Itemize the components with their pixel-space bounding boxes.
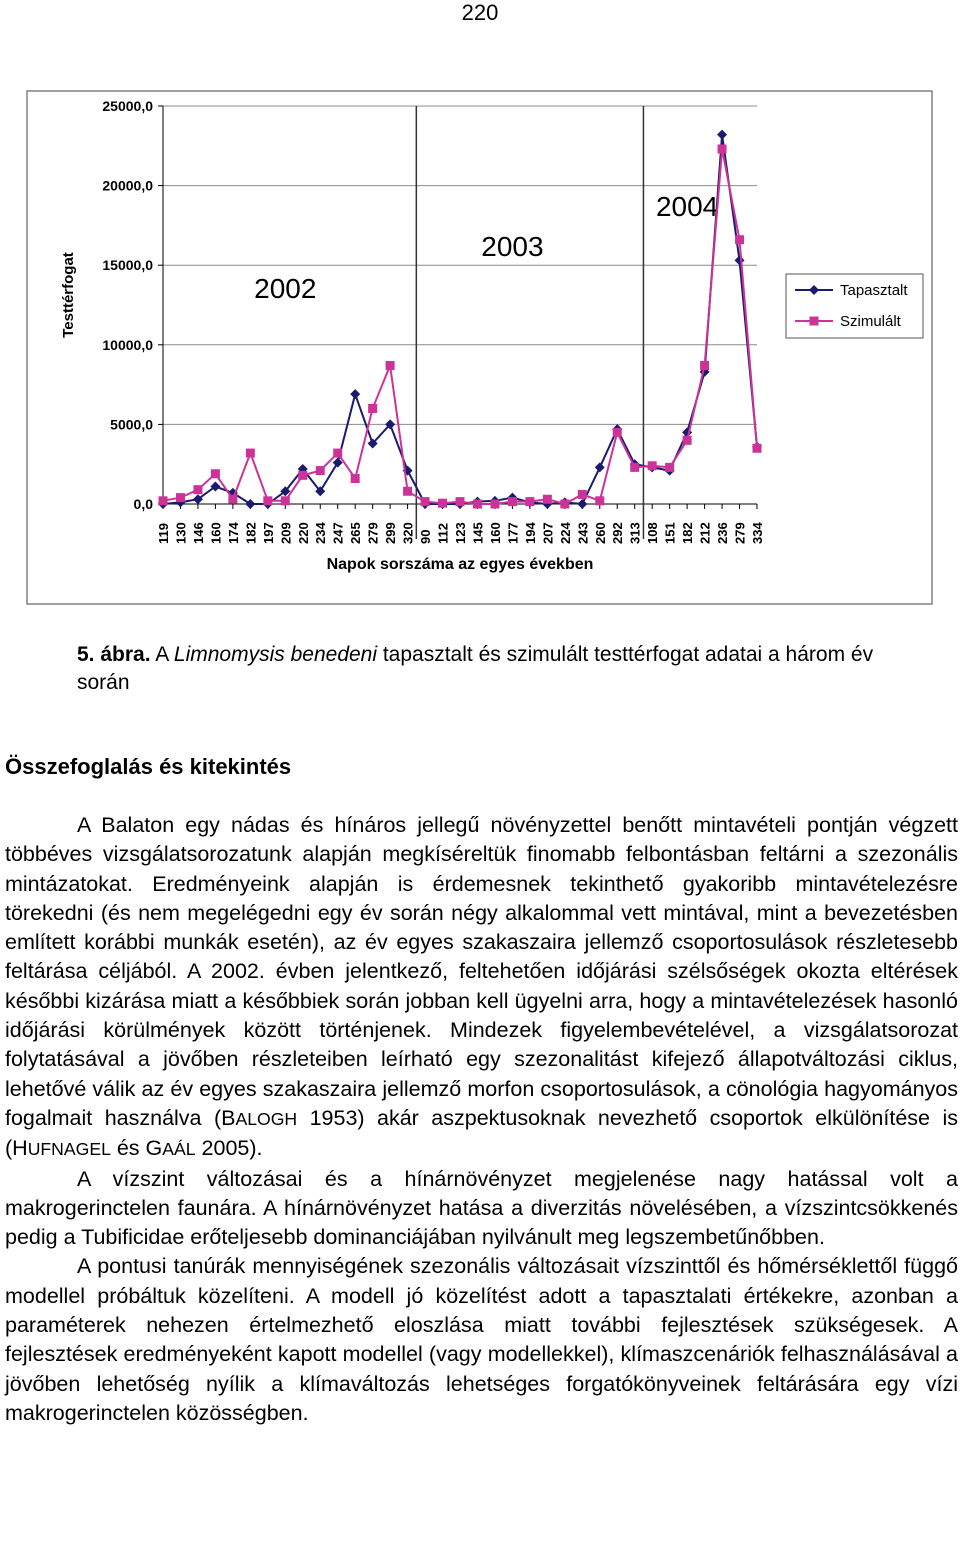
page-number: 220 (461, 0, 499, 25)
caption-label: 5. ábra. (77, 643, 151, 666)
data-point (421, 497, 430, 506)
x-tick-label: 212 (697, 522, 713, 544)
data-point (700, 361, 709, 370)
section-body (5, 811, 958, 1428)
p1-text-b: 1953) akár aszpektusoknak nevezhető csoportok elkülönítése is ( (5, 1105, 958, 1161)
x-tick-label: 236 (715, 522, 731, 544)
data-point (193, 485, 202, 494)
data-point (490, 500, 499, 509)
y-tick-label: 0,0 (133, 496, 153, 512)
y-tick-label: 15000,0 (102, 257, 153, 274)
p1-text-c: és (110, 1136, 146, 1161)
x-tick-label: 207 (540, 522, 556, 544)
data-point (228, 495, 237, 504)
caption-text: tapasztalt és szimulált testtérfogat adatai a három év során (77, 643, 874, 694)
x-tick-label: 160 (208, 522, 224, 544)
x-tick-label: 279 (732, 522, 748, 544)
x-tick-label: 160 (487, 522, 503, 544)
data-point (630, 463, 639, 472)
data-point (665, 463, 674, 472)
data-point (159, 496, 168, 505)
data-point (735, 235, 744, 244)
data-point (560, 500, 569, 509)
x-tick-label: 265 (348, 522, 364, 544)
x-tick-label: 313 (627, 522, 643, 544)
y-tick-label: 20000,0 (102, 177, 153, 194)
data-point (368, 404, 377, 413)
citation-balogh-rest: ALOGH (235, 1108, 298, 1129)
x-axis-title: Napok sorszáma az egyes években (326, 556, 594, 573)
caption-species: Limnomysis benedeni (173, 643, 378, 666)
caption-pre: A (150, 643, 174, 666)
x-tick-label: 299 (383, 522, 399, 544)
data-point (683, 436, 692, 445)
x-tick-label: 279 (365, 522, 381, 544)
citation-gaal-rest: AÁL (162, 1139, 196, 1160)
x-tick-label: 220 (295, 522, 311, 544)
x-tick-label: 234 (313, 522, 329, 544)
x-tick-label: 260 (592, 522, 608, 544)
x-tick-label: 209 (278, 522, 294, 544)
data-point (351, 474, 360, 483)
data-point (316, 466, 325, 475)
paragraph-1 (5, 811, 958, 1165)
x-tick-label: 182 (243, 522, 259, 544)
x-tick-label: 182 (680, 522, 696, 544)
x-tick-label: 224 (557, 522, 573, 544)
testterfogat-chart (0, 86, 960, 610)
data-point (525, 497, 534, 506)
data-point (246, 449, 255, 458)
x-tick-label: 177 (505, 522, 521, 544)
x-tick-label: 197 (260, 522, 276, 544)
data-point (595, 496, 604, 505)
data-point (263, 496, 272, 505)
figure-caption (77, 641, 897, 697)
x-tick-label: 112 (435, 523, 451, 544)
data-point (456, 497, 465, 506)
y-axis-title: Testtérfogat (60, 252, 77, 338)
p1-text-a: A Balaton egy nádas és hínáros jellegű növényzettel benőtt mintavételi pontján végzett többéves vizsgálatsorozatunk alapján megkíséreltük finomabb felbontásban feltárni a szezonális mintázatokat. Eredményeink alapján is érdemesnek tekinthető gyakoribb mintavételezésre törekedni (és nem megelégedni egy év során négy alkalommal vett mintával, mint a bevezetésben említett korábbi munkák esetén), az év egyes szakaszaira jellemző csoportosulások részletesebb feltárása céljából. A 2002. évben jelentkező, feltehetően időjárási szélsőségek okozta eltérések későbbi kizárása miatt a későbbiek során jobban kell ügyelni arra, hogy a mintavételezések hasonló időjárási körülmények között történjenek. Mindezek figyelembevételével, a vizsgálatsorozat folytatásával a jövőben részleteiben leírható egy szezonalitást kifejező állapotváltozási ciklus, lehetővé válik az év egyes szakaszaira jellemző morfon csoportosulások, a cönológia hagyományos fogalmait használva ( (5, 813, 958, 1130)
year-label: 2003 (481, 231, 544, 262)
legend-marker (810, 317, 819, 326)
data-point (718, 144, 727, 153)
citation-gaal-initial: G (145, 1136, 163, 1161)
y-tick-label: 10000,0 (102, 336, 153, 353)
data-point (473, 500, 482, 509)
data-point (438, 499, 447, 508)
paragraph-3: A pontusi tanúrák mennyiségének szezonális változásait vízszinttől és hőmérséklettől függő modellel próbáltuk közelíteni. A modell jó közelítést adott a tapasztalati értékekre, azonban a paraméterek nehezen értelmezhető eloszlása miatt további fejlesztések szükségesek. A fejlesztések eredményeként kapott modellel (vagy modellekkel), klímaszcenáriók felhasználásával a jövőben lehetőség nyílik a klímaváltozás lehetséges forgatókönyveinek feltárására egy vízi makrogerinctelen közösségben. (5, 1254, 958, 1425)
x-tick-label: 194 (522, 522, 538, 544)
year-label: 2002 (254, 273, 317, 304)
x-tick-label: 174 (225, 522, 241, 544)
data-point (508, 497, 517, 506)
y-tick-label: 25000,0 (102, 98, 153, 114)
x-tick-label: 146 (190, 522, 206, 544)
x-tick-label: 130 (173, 522, 189, 544)
citation-hufnagel-rest: UFNAGEL (27, 1139, 111, 1160)
data-point (403, 487, 412, 496)
x-tick-label: 243 (575, 522, 591, 544)
data-point (386, 361, 395, 370)
x-tick-label: 90 (418, 529, 434, 544)
legend-label: Szimulált (840, 313, 901, 330)
x-tick-label: 145 (470, 522, 486, 544)
data-point (578, 490, 587, 499)
figure (0, 86, 960, 610)
x-tick-label: 247 (330, 522, 346, 544)
section-heading: Összefoglalás és kitekintés (5, 754, 292, 779)
data-point (281, 496, 290, 505)
data-point (543, 495, 552, 504)
citation-balogh-initial: B (221, 1105, 236, 1130)
x-tick-label: 119 (156, 523, 171, 544)
data-point (211, 469, 220, 478)
x-tick-label: 108 (645, 522, 661, 544)
paragraph-2: A vízszint változásai és a hínárnövényzet megjelenése nagy hatással volt a makrogerinctelen faunára. A hínárnövényzet hatása a diverzitás növelésében, a vízszintcsökkenés pedig a Tubificidae erőteljesebb dominanciájában nyilvánult meg legszembetűnőbben. (5, 1166, 958, 1250)
x-tick-label: 151 (662, 522, 678, 544)
data-point (648, 461, 657, 470)
x-tick-label: 320 (400, 522, 416, 544)
legend-label: Tapasztalt (840, 282, 908, 299)
y-tick-label: 5000,0 (110, 416, 153, 433)
x-tick-label: 292 (610, 522, 626, 544)
data-point (176, 493, 185, 502)
x-tick-label: 123 (453, 522, 468, 544)
data-point (613, 428, 622, 437)
data-point (333, 449, 342, 458)
x-tick-label: 334 (750, 522, 765, 544)
citation-hufnagel-initial: H (12, 1136, 28, 1161)
year-label: 2004 (655, 191, 719, 222)
p1-text-d: 2005). (195, 1136, 263, 1161)
data-point (753, 444, 762, 453)
data-point (298, 471, 307, 480)
